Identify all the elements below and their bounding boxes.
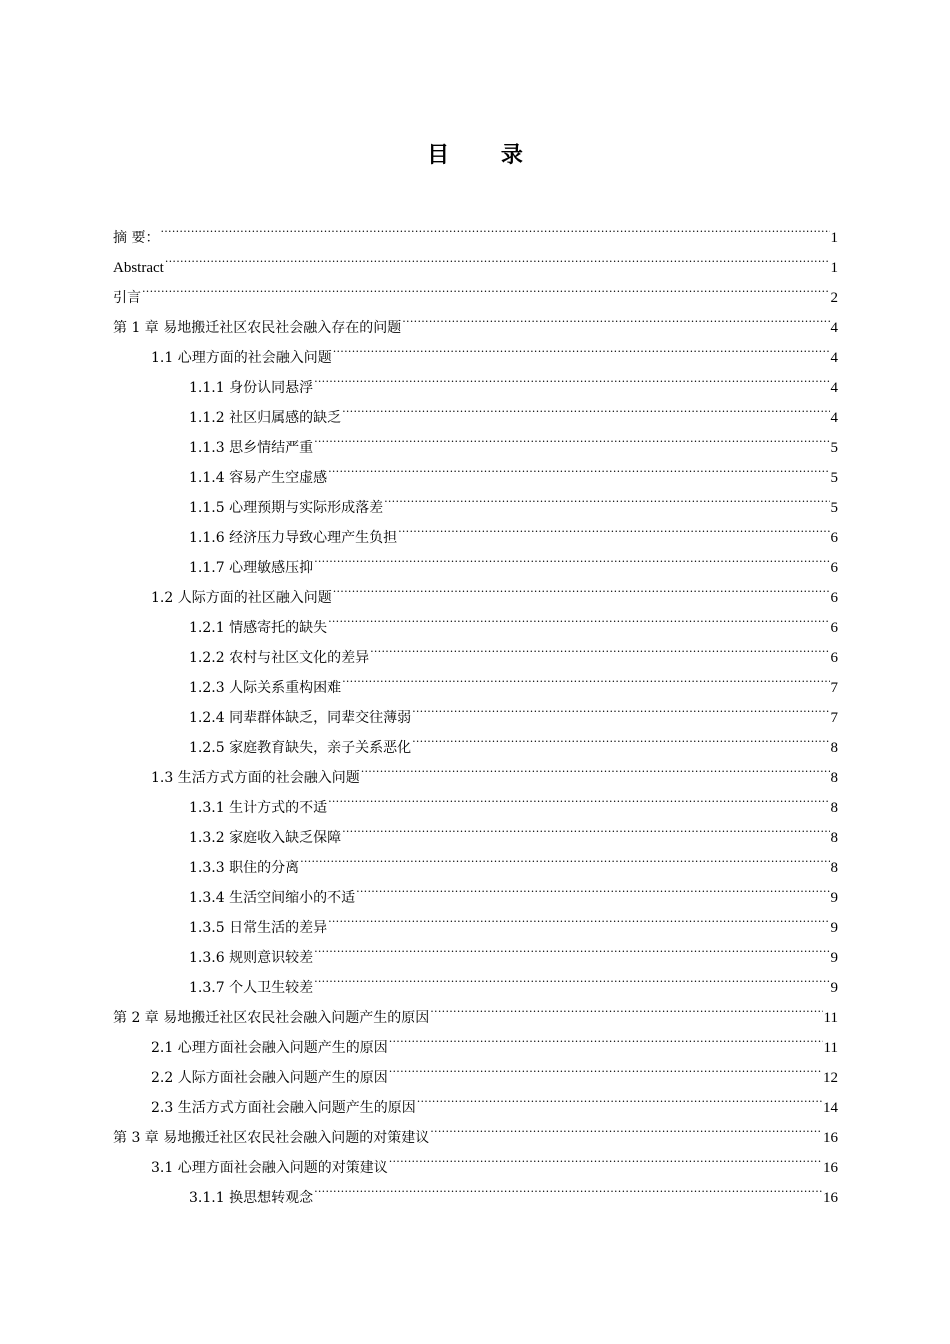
toc-entry-page: 16: [823, 1160, 838, 1176]
toc-entry-page: 6: [830, 620, 838, 636]
toc-entry[interactable]: [189, 452, 838, 486]
toc-entry[interactable]: [189, 692, 838, 726]
toc-entry[interactable]: [189, 1172, 838, 1206]
toc-entry-page: 9: [830, 980, 838, 996]
toc-entry-page: 6: [830, 590, 838, 606]
toc-entry-title: 1.2.2 农村与社区文化的差异: [189, 650, 370, 666]
dot-leader: [361, 752, 830, 782]
toc-entry-page: 7: [830, 710, 838, 726]
dot-leader: [398, 512, 829, 542]
toc-entry-page: 4: [830, 380, 838, 396]
toc-entry[interactable]: [113, 302, 838, 336]
page-title: 目 录: [427, 142, 545, 168]
toc-entry-title: 1.3.7 个人卫生较差: [189, 980, 314, 996]
toc-entry[interactable]: [113, 242, 838, 276]
toc-entry-title: 第 2 章 易地搬迁社区农民社会融入问题产生的原因: [113, 1010, 430, 1026]
toc-entry-page: 9: [830, 950, 838, 966]
toc-entry-title: 第 3 章 易地搬迁社区农民社会融入问题的对策建议: [113, 1130, 430, 1146]
toc-entry-page: 8: [830, 770, 838, 786]
toc-entry-page: 2: [830, 290, 838, 306]
toc-entry[interactable]: [189, 782, 838, 816]
toc-entry-page: 12: [823, 1070, 838, 1086]
toc-entry-title: 1.1 心理方面的社会融入问题: [151, 350, 332, 366]
toc-entry-page: 16: [823, 1190, 838, 1206]
dot-leader: [402, 302, 829, 332]
toc-entry-title: 1.1.5 心理预期与实际形成落差: [189, 500, 384, 516]
dot-leader: [328, 902, 829, 932]
toc-entry-page: 4: [830, 320, 838, 336]
dot-leader: [328, 602, 829, 632]
toc-entry[interactable]: [189, 812, 838, 846]
toc-entry[interactable]: [189, 512, 838, 546]
dot-leader: [389, 1022, 823, 1052]
toc-entry-title: 摘 要：: [113, 230, 160, 246]
toc-entry-page: 8: [830, 740, 838, 756]
toc-entry[interactable]: [151, 1142, 838, 1176]
toc-entry[interactable]: [113, 212, 838, 246]
toc-entry-title: 1.3.6 规则意识较差: [189, 950, 314, 966]
dot-leader: [342, 392, 829, 422]
toc-entry-title: 2.3 生活方式方面社会融入问题产生的原因: [151, 1100, 416, 1116]
toc-entry[interactable]: [189, 632, 838, 666]
toc-entry-page: 9: [830, 890, 838, 906]
toc-entry[interactable]: [189, 602, 838, 636]
dot-leader: [314, 422, 829, 452]
toc-entry[interactable]: [189, 422, 838, 456]
dot-leader: [384, 482, 829, 512]
dot-leader: [165, 242, 830, 272]
toc-entry-title: 1.2.4 同辈群体缺乏，同辈交往薄弱: [189, 710, 412, 726]
toc-entry-title: 2.2 人际方面社会融入问题产生的原因: [151, 1070, 388, 1086]
toc-entry[interactable]: [189, 392, 838, 426]
toc-entry[interactable]: [151, 1022, 838, 1056]
dot-leader: [342, 812, 829, 842]
toc-entry-page: 8: [830, 800, 838, 816]
dot-leader: [430, 1112, 822, 1142]
toc-entry[interactable]: [151, 752, 838, 786]
toc-entry[interactable]: [189, 662, 838, 696]
toc-entry[interactable]: [151, 332, 838, 366]
toc-entry-page: 1: [830, 230, 838, 246]
toc-entry-page: 5: [830, 440, 838, 456]
dot-leader: [333, 572, 830, 602]
toc-entry[interactable]: [113, 272, 838, 306]
dot-leader: [328, 452, 829, 482]
toc-entry-title: 1.3.5 日常生活的差异: [189, 920, 328, 936]
dot-leader: [300, 842, 829, 872]
toc-entry[interactable]: [151, 572, 838, 606]
dot-leader: [417, 1082, 822, 1112]
toc-entry-title: 1.1.1 身份认同悬浮: [189, 380, 314, 396]
toc-entry-page: 5: [830, 500, 838, 516]
dot-leader: [314, 932, 829, 962]
toc-entry-page: 8: [830, 830, 838, 846]
dot-leader: [342, 662, 829, 692]
toc-entry-title: 1.2.5 家庭教育缺失，亲子关系恶化: [189, 740, 412, 756]
toc-entry[interactable]: [189, 872, 838, 906]
toc-entry-page: 5: [830, 470, 838, 486]
toc-entry-title: 1.3.2 家庭收入缺乏保障: [189, 830, 342, 846]
toc-entry-title: 1.1.4 容易产生空虚感: [189, 470, 328, 486]
toc-entry[interactable]: [189, 902, 838, 936]
toc-entry-page: 6: [830, 560, 838, 576]
toc-entry-page: 16: [823, 1130, 838, 1146]
dot-leader: [314, 542, 829, 572]
toc-entry-title: 1.3 生活方式方面的社会融入问题: [151, 770, 360, 786]
toc-entry-title: 1.1.6 经济压力导致心理产生负担: [189, 530, 398, 546]
toc-entry[interactable]: [189, 842, 838, 876]
toc-entry[interactable]: [189, 932, 838, 966]
toc-entry-title: 1.1.7 心理敏感压抑: [189, 560, 314, 576]
dot-leader: [412, 722, 829, 752]
dot-leader: [389, 1142, 822, 1172]
dot-leader: [389, 1052, 822, 1082]
toc-entry-title: 1.3.4 生活空间缩小的不适: [189, 890, 356, 906]
toc-entry-page: 7: [830, 680, 838, 696]
toc-entry-page: 1: [830, 260, 838, 276]
toc-entry-title: 1.1.2 社区归属感的缺乏: [189, 410, 342, 426]
toc-entry[interactable]: [189, 722, 838, 756]
toc-entry-title: 引言: [113, 290, 141, 306]
toc-entry-title: Abstract: [113, 260, 164, 276]
dot-leader: [333, 332, 830, 362]
toc-entry[interactable]: [189, 962, 838, 996]
dot-leader: [356, 872, 829, 902]
toc-entry-title: 1.2 人际方面的社区融入问题: [151, 590, 332, 606]
toc-entry-title: 1.2.3 人际关系重构困难: [189, 680, 342, 696]
dot-leader: [314, 1172, 822, 1202]
toc-entry-page: 8: [830, 860, 838, 876]
dot-leader: [328, 782, 829, 812]
toc-entry-title: 2.1 心理方面社会融入问题产生的原因: [151, 1040, 388, 1056]
toc-entry-page: 4: [830, 350, 838, 366]
toc-entry[interactable]: [189, 362, 838, 396]
toc-entry-title: 第 1 章 易地搬迁社区农民社会融入存在的问题: [113, 320, 402, 336]
dot-leader: [430, 992, 822, 1022]
toc-entry[interactable]: [189, 482, 838, 516]
toc-entry-title: 1.1.3 思乡情结严重: [189, 440, 314, 456]
toc-entry[interactable]: [151, 1082, 838, 1116]
dot-leader: [314, 962, 829, 992]
toc-entry-title: 1.3.1 生计方式的不适: [189, 800, 328, 816]
dot-leader: [142, 272, 830, 302]
dot-leader: [160, 212, 829, 242]
toc-entry-page: 6: [830, 530, 838, 546]
toc-entry-page: 6: [830, 650, 838, 666]
toc-entry-page: 11: [823, 1010, 838, 1026]
dot-leader: [370, 632, 829, 662]
toc-entry[interactable]: [113, 992, 838, 1026]
toc-entry-title: 3.1 心理方面社会融入问题的对策建议: [151, 1160, 388, 1176]
dot-leader: [314, 362, 829, 392]
toc-entry[interactable]: [151, 1052, 838, 1086]
toc-entry-title: 1.3.3 职住的分离: [189, 860, 300, 876]
toc-entry-title: 3.1.1 换思想转观念: [189, 1190, 314, 1206]
toc-entry-page: 4: [830, 410, 838, 426]
toc-entry-page: 11: [823, 1040, 838, 1056]
dot-leader: [412, 692, 829, 722]
toc-entry-page: 14: [823, 1100, 838, 1116]
toc-entry[interactable]: [113, 1112, 838, 1146]
toc-entry[interactable]: [189, 542, 838, 576]
toc-entry-title: 1.2.1 情感寄托的缺失: [189, 620, 328, 636]
toc-entry-page: 9: [830, 920, 838, 936]
